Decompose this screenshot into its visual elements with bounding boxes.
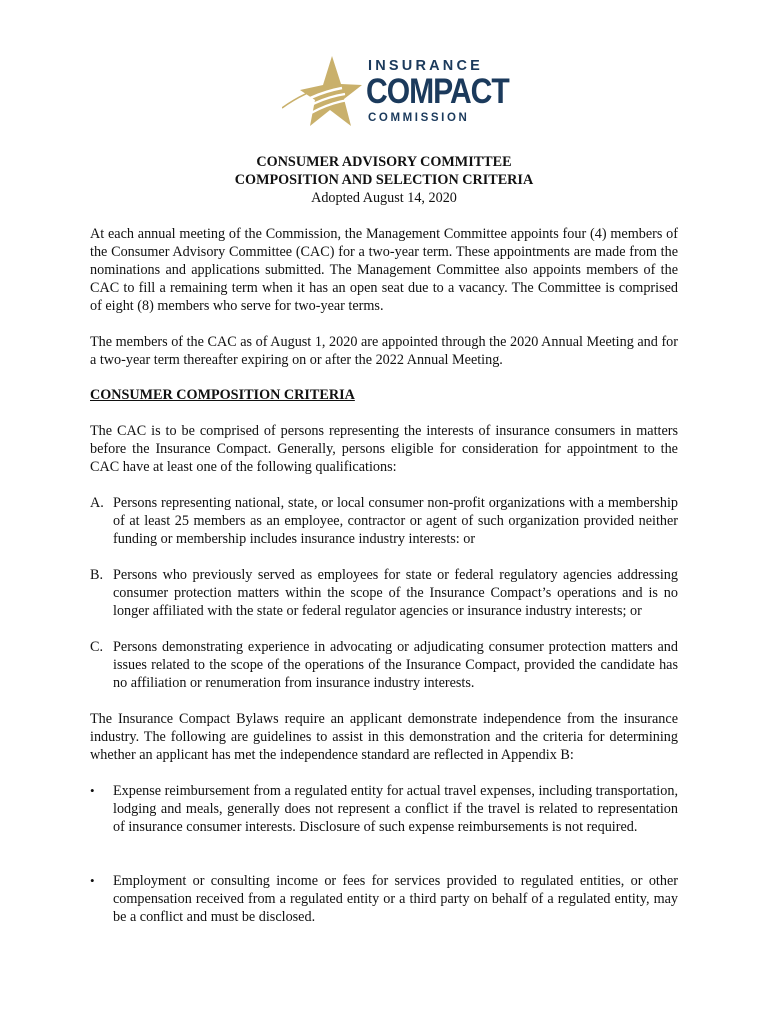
list-item-text: Employment or consulting income or fees for services provided to regulated entities, or other compensation received from a regulated entity or a third party on behalf of a regulated entity, may be a conflict and must be disclosed. [113, 873, 678, 925]
logo-text-commission: COMMISSION [368, 112, 470, 124]
bullet-item-expense-reimbursement [90, 782, 678, 836]
section-heading-consumer-composition: CONSUMER COMPOSITION CRITERIA [90, 387, 355, 403]
logo-text-insurance: INSURANCE [368, 58, 483, 74]
star-icon [282, 54, 364, 136]
bullet-item-employment-income [90, 872, 678, 926]
document-title-line1: CONSUMER ADVISORY COMMITTEE [256, 154, 512, 170]
list-item-text: Persons demonstrating experience in advocating or adjudicating consumer protection matters and issues related to the scope of the operations of the Insurance Compact, provided the candidate has no affiliation or renumeration from insurance industry interests. [113, 639, 678, 691]
insurance-compact-logo [282, 54, 509, 136]
list-marker: B. [90, 567, 104, 583]
list-marker: A. [90, 495, 104, 511]
paragraph-annual-meeting: At each annual meeting of the Commission, the Management Committee appoints four (4) members of the Consumer Advisory Committee (CAC) for a two-year term. These appointments are made from the nominations and applications submitted. The Management Committee also appoints members of the CAC to fill a remaining term when it has an open seat due to a vacancy. The Committee is comprised of eight (8) members who serve for two-year terms. [90, 226, 678, 314]
qualification-item-a [90, 494, 678, 548]
list-marker: C. [90, 639, 104, 655]
paragraph-cac-composition: The CAC is to be comprised of persons representing the interests of insurance consumers in matters before the Insurance Compact. Generally, persons eligible for consideration for appointment to the CAC have at least one of the following qualifications: [90, 423, 678, 475]
list-item-text: Persons who previously served as employees for state or federal regulatory agencies addressing consumer protection matters within the scope of the Insurance Compact’s operations and is no longer affiliated with the state or federal regulator agencies or insurance industry interests; or [113, 567, 678, 619]
bullet-marker: • [90, 783, 95, 798]
paragraph-bylaws-independence: The Insurance Compact Bylaws require an applicant demonstrate independence from the insurance industry. The following are guidelines to assist in this demonstration and the criteria for determining whether an applicant has met the independence standard are reflected in Appendix B: [90, 711, 678, 763]
document-title-line2: COMPOSITION AND SELECTION CRITERIA [234, 172, 534, 188]
qualification-item-c [90, 638, 678, 692]
paragraph-current-members: The members of the CAC as of August 1, 2020 are appointed through the 2020 Annual Meeting and for a two-year term thereafter expiring on or after the 2022 Annual Meeting. [90, 334, 678, 368]
bullet-marker: • [90, 873, 95, 888]
logo-text-compact: COMPACT [366, 72, 509, 111]
adopted-date: Adopted August 14, 2020 [311, 190, 457, 206]
list-item-text: Persons representing national, state, or local consumer non-profit organizations with a membership of at least 25 members as an employee, contractor or agent of such organization provided neither funding or membership includes insurance industry interests: or [113, 495, 678, 547]
qualification-item-b [90, 566, 678, 620]
list-item-text: Expense reimbursement from a regulated entity for actual travel expenses, including transportation, lodging and meals, generally does not represent a conflict if the travel is related to representation of insurance consumer interests. Disclosure of such expense reimbursements is not required. [113, 783, 678, 835]
